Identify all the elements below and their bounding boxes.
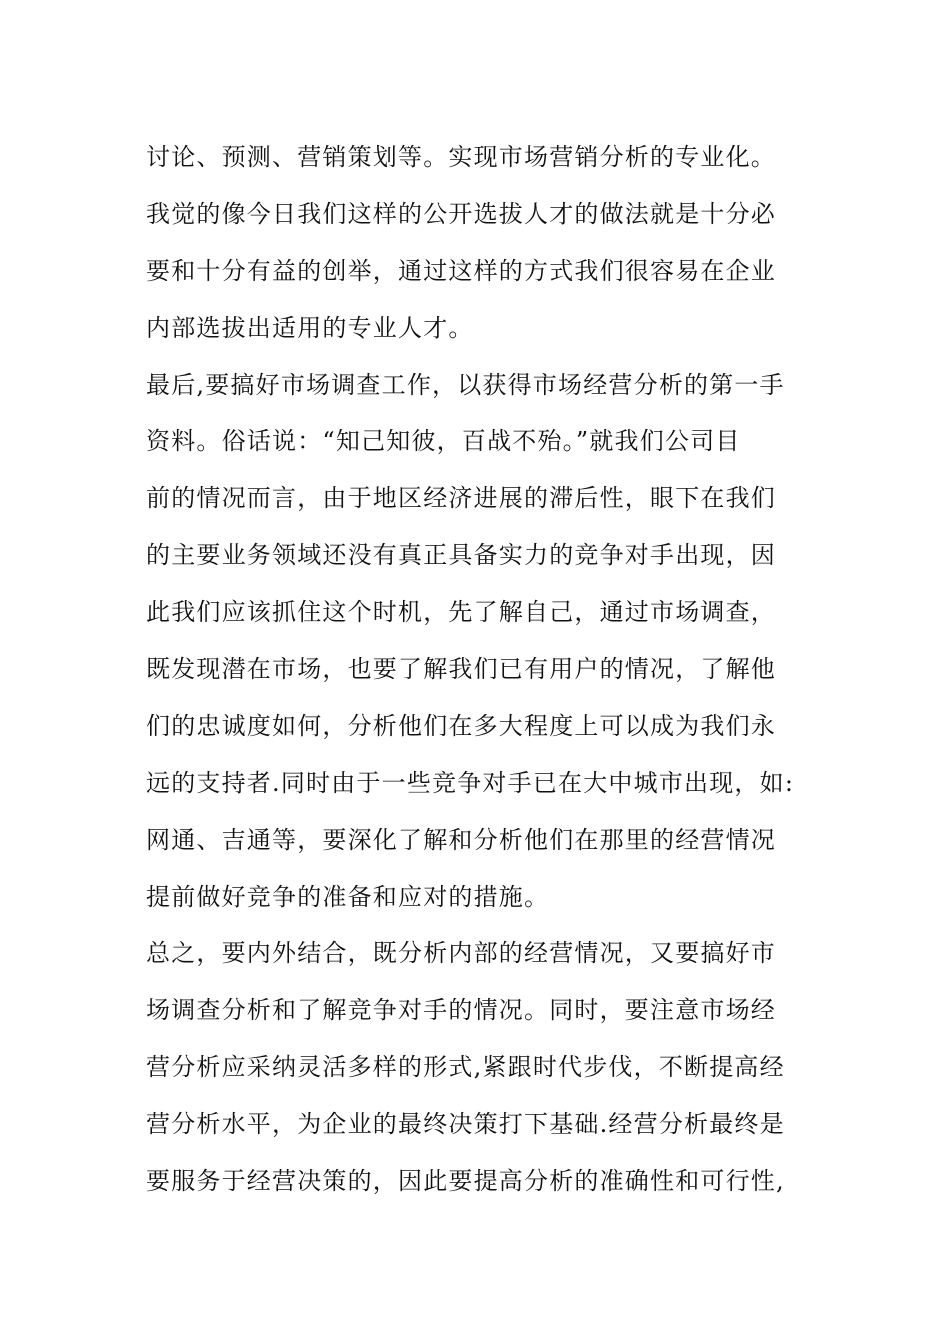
text-line-10: 既发现潜在市场，也要了解我们已有用户的情况，了解他 xyxy=(146,655,776,684)
text-line-2: 我觉的像今日我们这样的公开选拔人才的做法就是十分必 xyxy=(146,199,776,228)
text-line-6: 资料。俗话说：“知己知彼，百战不殆。”就我们公司目 xyxy=(146,427,741,456)
text-line-1: 讨论、预测、营销策划等。实现市场营销分析的专业化。 xyxy=(146,143,776,171)
text-line-4: 内部选拔出适用的专业人才。 xyxy=(146,313,474,342)
text-line-16: 场调查分析和了解竞争对手的情况。同时，要注意市场经 xyxy=(146,996,776,1025)
text-line-17: 营分析应采纳灵活多样的形式,紧跟时代步伐，不断提高经 xyxy=(146,1053,785,1082)
text-line-19: 要服务于经营决策的，因此要提高分析的准确性和可行性, xyxy=(146,1167,785,1196)
text-line-18: 营分析水平，为企业的最终决策打下基础.经营分析最终是 xyxy=(146,1110,785,1139)
text-line-3: 要和十分有益的创举，通过这样的方式我们很容易在企业 xyxy=(146,256,776,285)
text-line-13: 网通、吉通等，要深化了解和分析他们在那里的经营情况 xyxy=(146,825,776,854)
text-line-5: 最后,要搞好市场调查工作，以获得市场经营分析的第一手 xyxy=(146,370,785,399)
text-line-7: 前的情况而言，由于地区经济进展的滞后性，眼下在我们 xyxy=(146,484,776,513)
text-line-14: 提前做好竞争的准备和应对的措施。 xyxy=(146,882,550,911)
text-line-11: 们的忠诚度如何，分析他们在多大程度上可以成为我们永 xyxy=(146,711,776,740)
text-line-9: 此我们应该抓住这个时机，先了解自己，通过市场调查， xyxy=(146,598,776,627)
text-line-8: 的主要业务领域还没有真正具备实力的竞争对手出现，因 xyxy=(146,541,776,570)
text-line-12: 远的支持者.同时由于一些竞争对手已在大中城市出现，如: xyxy=(146,768,795,797)
text-line-15: 总之，要内外结合，既分析内部的经营情况，又要搞好市 xyxy=(146,939,776,968)
document-body xyxy=(146,129,810,1210)
